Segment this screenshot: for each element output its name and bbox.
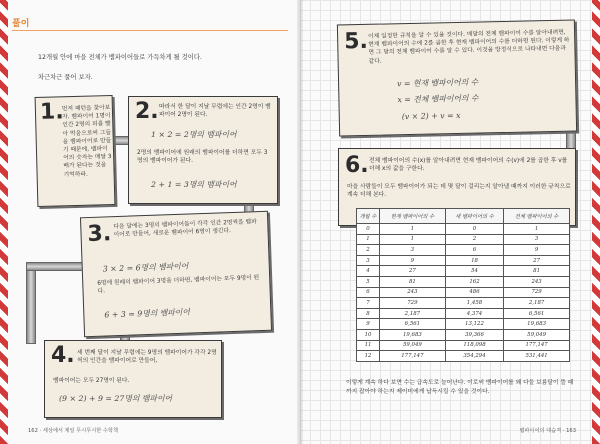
- table-cell: 59,049: [504, 329, 570, 340]
- step-3-text-1: 다음 달에는 3명의 뱀파이어들이 각각 인간 2명씩을 뱀파이어로 만들어, 새로운 뱀파이어 6명이 생긴다.: [113, 219, 257, 239]
- table-cell: 6: [445, 245, 503, 256]
- table-cell: 1: [380, 234, 446, 245]
- table-cell: 81: [380, 276, 446, 287]
- step-2-text-2: 2명의 뱀파이어에 원래의 뱀파이어를 더하면 모두 3명의 뱀파이어가 된다.: [137, 150, 268, 165]
- table-cell: 5: [357, 276, 380, 287]
- table-cell: 6,561: [380, 319, 446, 330]
- table-cell: 2,187: [380, 308, 446, 319]
- table-cell: 10: [357, 329, 380, 340]
- step-1-number: 1.: [39, 99, 64, 125]
- step-5-equation-1: v = 현재 뱀파이어의 수: [397, 77, 479, 89]
- step-3-formula-1: 3 × 2 = 6명의 뱀파이어: [102, 261, 189, 274]
- pipe-left-edge: [26, 262, 36, 344]
- table-body: [357, 224, 570, 362]
- step-3-number: 3.: [87, 221, 112, 248]
- step-4-text-2: 뱀파이어는 모두 27명이 된다.: [53, 378, 130, 384]
- table-cell: 39,366: [445, 329, 503, 340]
- table-cell: 9: [380, 255, 446, 266]
- table-cell: 2: [357, 245, 380, 256]
- intro-text-2: 차근차근 풀어 보자.: [38, 74, 93, 81]
- table-cell: 9: [504, 245, 570, 256]
- table-cell: 54: [445, 266, 503, 277]
- step-4-formula: (9 × 2) + 9 = 27명의 뱀파이어: [59, 394, 173, 403]
- closing-text: 이렇게 계속 하다 보면 수는 급속도로 늘어난다. 이로써 뱀파이어를 왜 다들 보름달이 뜰 때까지 잡아야 하는지 제이미에게 납득시킬 수 있을 것이다.: [346, 380, 574, 395]
- table-cell: 0: [357, 224, 380, 235]
- table-header-row: [357, 209, 570, 224]
- table-cell: 81: [504, 266, 570, 277]
- table-cell: 729: [380, 298, 446, 309]
- table-row: [357, 276, 570, 287]
- table-cell: 2,187: [504, 298, 570, 309]
- header-current: 현재 뱀파이어의 수: [380, 209, 446, 224]
- step-6-text-2: 마을 사람들이 모두 뱀파이어가 되는 데 몇 달이 걸리는지 알아낼 때까지 이러한 규칙으로 계속 더해 본다.: [347, 184, 571, 199]
- table-cell: 162: [445, 276, 503, 287]
- table-cell: 27: [380, 266, 446, 277]
- table-cell: 19,683: [504, 319, 570, 330]
- header-months: 개월 수: [357, 209, 380, 224]
- step-4-number: 4.: [51, 343, 75, 368]
- table-row: [357, 266, 570, 277]
- header-total: 전체 뱀파이어의 수: [504, 209, 570, 224]
- step-5-equation-3: (v × 2) + v = x: [401, 110, 461, 122]
- table-cell: 9: [357, 319, 380, 330]
- table-cell: 177,147: [380, 351, 446, 362]
- step-3-formula-2: 6 + 3 = 9명의 뱀파이어: [104, 307, 191, 320]
- step-5-number: 5.: [343, 28, 369, 55]
- table-row: [357, 245, 570, 256]
- table-cell: 11: [357, 340, 380, 351]
- table-cell: 8: [357, 308, 380, 319]
- table-cell: 0: [445, 224, 503, 235]
- table-cell: 729: [504, 287, 570, 298]
- table-cell: 59,049: [380, 340, 446, 351]
- table-cell: 6: [357, 287, 380, 298]
- right-edge-stripe: [592, 0, 600, 444]
- step-2-box: [128, 96, 278, 204]
- table-cell: 13,122: [445, 319, 503, 330]
- section-title: 풀이: [12, 19, 30, 29]
- step-6-text-1: 전체 뱀파이어의 수(x)를 알아내려면 현재 뱀파이어의 수(v)에 2를 곱한 후 v를 더해 x의 값을 구한다.: [369, 158, 568, 173]
- step-2-formula-1: 1 × 2 = 2명의 뱀파이어: [151, 130, 237, 139]
- table-cell: 7: [357, 298, 380, 309]
- table-cell: 177,147: [504, 340, 570, 351]
- step-2-text-1: 따라서 한 달이 지날 무렵에는 인간 2명이 뱀파이어 2명이 된다.: [159, 104, 271, 119]
- table-cell: 1: [504, 224, 570, 235]
- table-cell: 4,374: [445, 308, 503, 319]
- table-cell: 243: [504, 276, 570, 287]
- step-4-box: [44, 340, 222, 418]
- table-cell: 4: [357, 266, 380, 277]
- section-rule: [12, 30, 288, 31]
- table-row: [357, 319, 570, 330]
- table-row: [357, 224, 570, 235]
- table-row: [357, 340, 570, 351]
- pipe-left-elbow: [26, 262, 88, 271]
- table-cell: 12: [357, 351, 380, 362]
- footer-right: 뱀파이어의 대습격 · 163: [519, 428, 576, 434]
- table-cell: 118,098: [445, 340, 503, 351]
- step-1-text-head: 먼저 패턴을 찾아보자. 뱀파이어 1명이 인간 2명의 피를 빨아 먹음으로써 그들을 뱀파이어로 만들기 때문에, 뱀파이어의 숫자는 매달 3배가 된다는 것을 기억하라.: [61, 105, 112, 178]
- table-row: [357, 351, 570, 362]
- table-row: [357, 308, 570, 319]
- table-row: [357, 234, 570, 245]
- table-row: [357, 298, 570, 309]
- table-cell: 531,441: [504, 351, 570, 362]
- table-cell: 6,561: [504, 308, 570, 319]
- table-row: [357, 255, 570, 266]
- table-cell: 18: [445, 255, 503, 266]
- table-cell: 3: [357, 255, 380, 266]
- header-new: 새 뱀파이어의 수: [445, 209, 503, 224]
- vampire-table: [356, 208, 570, 362]
- table-cell: 486: [445, 287, 503, 298]
- step-4-text-1: 세 번째 달이 지날 무렵에는 9명의 뱀파이어가 각각 2명씩의 인간을 뱀파이어로 만들어,: [77, 350, 217, 365]
- table-cell: 3: [504, 234, 570, 245]
- table-cell: 243: [380, 287, 446, 298]
- table-row: [357, 287, 570, 298]
- step-2-formula-2: 2 + 1 = 3명의 뱀파이어: [151, 180, 237, 189]
- step-2-number: 2.: [135, 99, 159, 124]
- table-cell: 1: [357, 234, 380, 245]
- table-cell: 2: [445, 234, 503, 245]
- step-6-number: 6.: [345, 153, 369, 178]
- gutter: [297, 0, 303, 444]
- table-cell: 354,294: [445, 351, 503, 362]
- step-3-text-2: 6명에 원래의 뱀파이어 3명을 더하면, 뱀파이어는 모두 9명이 된다.: [97, 275, 260, 295]
- table-cell: 1,458: [445, 298, 503, 309]
- step-3-box: [80, 211, 272, 337]
- step-5-equation-2: x = 전체 뱀파이어의 수: [397, 93, 479, 105]
- step-5-text: 이제 일정한 규칙을 알 수 있을 것이다. 매달의 전체 뱀파이어 수를 알아내려면, 현재 뱀파이어의 수에 2를 곱한 후 현재 뱀파이어의 수를 더하면 된다. 이렇게 하면 그 달의 전체 뱀파이어 수를 알 수 있다. 이것을 방정식으로 나타내면 다음과 같다.: [368, 29, 570, 65]
- table-cell: 27: [504, 255, 570, 266]
- intro-text-1: 12개월 안에 마을 전체가 뱀파이어들로 가득차게 될 것이다.: [38, 54, 202, 61]
- step-1-box: [35, 95, 116, 207]
- table-cell: 19,683: [380, 329, 446, 340]
- table-cell: 3: [380, 245, 446, 256]
- table-row: [357, 329, 570, 340]
- left-edge-stripe: [0, 0, 8, 444]
- step-5-box: [337, 20, 577, 137]
- table-cell: 1: [380, 224, 446, 235]
- footer-left: 162 · 세상에서 제일 무시무시한 수학책: [28, 428, 118, 434]
